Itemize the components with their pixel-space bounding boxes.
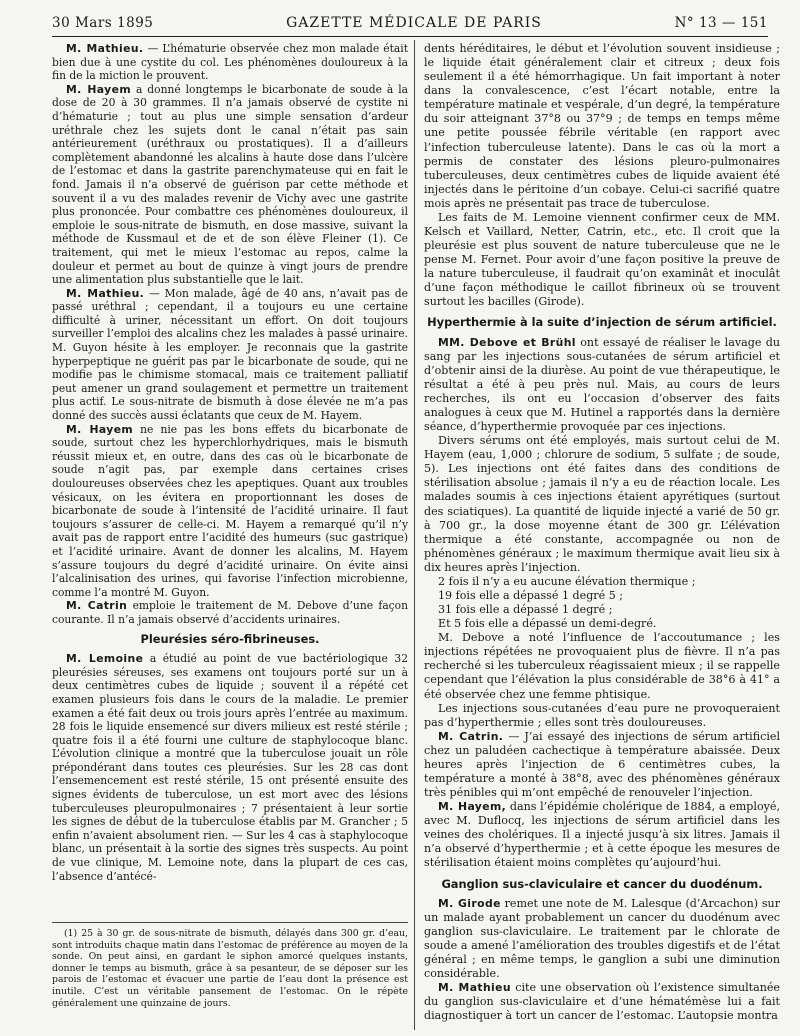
paragraph-text: — L’hématurie observée chez mon malade était bien due à une cystite du col. Les phénomènes douloureux à la fin de la miction le prouvent. bbox=[52, 42, 408, 83]
paragraph bbox=[52, 83, 408, 287]
list-line bbox=[424, 603, 780, 617]
left-column bbox=[52, 42, 408, 916]
paragraph-text: — J’ai essayé des injections de sérum artificiel chez un paludéen cachectique à température abaissée. Deux heures après l’injection de 6 centimètres cubes, la température a monté à 38°8, avec des phénomènes généraux très pénibles qui m’ont empêché de renouveler l’injection. bbox=[424, 729, 780, 800]
paragraph bbox=[424, 981, 780, 1023]
paragraph-text: Et 5 fois elle a dépassé un demi-degré. bbox=[438, 617, 657, 631]
section-heading: Ganglion sus-claviculaire et cancer du duodénum. bbox=[441, 876, 763, 891]
continued-paragraph bbox=[424, 42, 780, 211]
paragraph bbox=[52, 423, 408, 600]
right-column bbox=[424, 42, 780, 1032]
paragraph-text: 31 fois elle a dépassé 1 degré ; bbox=[438, 603, 613, 617]
paragraph-text: M. Debove a noté l’influence de l’accoutumance ; les injections répétées ne provoquaient plus de fièvre. Il n’a pas recherché si les tuberculeux réagissaient mieux ; il se rappelle cependant que l’élévation la plus considérable de 38°6 à 41° a été observée chez une femme phtisique. bbox=[424, 631, 780, 701]
paragraph-text: Divers sérums ont été employés, mais surtout celui de M. Hayem (eau, 1,000 ; chlorure de sodium, 5 sulfate ; de soude, 5). Les injections ont été faites dans des conditions de stérilisation absolue ; jamais il n’y a eu de réaction locale. Les malades soumis à ces injections étaient apyrétiques (surtout des sciatiques). La quantité de liquide injecté a varié de 50 gr. à 700 gr., la dose moyenne étant de 300 gr. L’élévation thermique a été constante, accompagnée ou non de phénomènes généraux ; le maximum thermique avait lieu six à dix heures après l’injection. bbox=[424, 434, 780, 574]
page-header bbox=[52, 10, 768, 37]
paragraph bbox=[424, 730, 780, 800]
list-line bbox=[424, 575, 780, 589]
paragraph-text: emploie le traitement de M. Debove d’une façon courante. Il n’a jamais observé d’accidents urinaires. bbox=[52, 599, 408, 626]
speaker-name: M. Mathieu. bbox=[66, 42, 144, 55]
column-divider bbox=[414, 40, 415, 1030]
paragraph-text: — Mon malade, âgé de 40 ans, n’avait pas de passé uréthral ; cependant, il a toujours eu une certaine difficulté à uriner, nécessitant un effort. On doit toujours surveiller l’emploi des alcalins chez les malades à passé urinaire. M. Guyon hésite à les employer. Je reconnais que la gastrite hyperpeptique ne guérit pas par le bicarbonate de soude, qui ne modifie pas le chimisme stomacal, mais ce traitement palliatif peut amener un grand soulagement et permettre un traitement plus actif. Le sous-nitrate de bismuth à dose élevée ne m’a pas donné des succès aussi éclatants que ceux de M. Hayem. bbox=[52, 286, 408, 423]
paragraph bbox=[424, 702, 780, 730]
speaker-name: M. Hayem, bbox=[438, 800, 507, 814]
speaker-name: M. Catrin. bbox=[438, 729, 504, 743]
paragraph-text: dents héréditaires, le début et l’évolution souvent insidieuse ; le liquide était généralement clair et citreux ; deux fois seulement il a été hémorrhagique. Un fait important à noter dans la convalescence, c’est l’écart notable, entre la température matinale et vespérale, d’un degré, la température du soir atteignant 37°8 ou 37°9 ; de temps en temps même une petite poussée fébrile véritable (en rapport avec l’infection tuberculeuse latente). Dans le cas où la mort a permis de constater des lésions pleuro-pulmonaires tuberculeuses, deux centimètres cubes de liquide avaient été injectés dans le péritoine d’un cobaye. Celui-ci sacrifié quatre mois après ne présentait pas trace de tuberculose. bbox=[424, 42, 780, 210]
speaker-name: M. Catrin bbox=[66, 599, 128, 613]
list-line bbox=[424, 589, 780, 603]
page-number: N° 13 — 151 bbox=[674, 15, 768, 31]
section-heading: Hyperthermie à la suite d’injection de sérum artificiel. bbox=[427, 315, 777, 330]
paragraph-text: Les injections sous-cutanées d’eau pure ne provoqueraient pas d’hyperthermie ; elles sont très douloureuses. bbox=[424, 701, 780, 729]
speaker-name: M. Girode bbox=[438, 896, 501, 910]
speaker-name: M. Lemoine bbox=[66, 652, 144, 666]
journal-title: GAZETTE MÉDICALE DE PARIS bbox=[286, 15, 542, 31]
paragraph-text: Les faits de M. Lemoine viennent confirmer ceux de MM. Kelsch et Vaillard, Netter, Catrin, etc., etc. Il croit que la pleurésie est plus souvent de nature tuberculeuse que ne le pense M. Fernet. Pour avoir d’une façon positive la preuve de la nature tuberculeuse, il faudrait qu’on examinât et inoculât d’une façon méthodique le caillot fibrineux où se trouvent surtout les bacilles (Girode). bbox=[424, 210, 780, 309]
paragraph-text: 2 fois il n’y a eu aucune élévation thermique ; bbox=[438, 574, 696, 588]
paragraph-text: 19 fois elle a dépassé 1 degré 5 ; bbox=[438, 588, 624, 602]
paragraph bbox=[424, 800, 780, 870]
paragraph bbox=[52, 599, 408, 626]
paragraph bbox=[52, 287, 408, 423]
footnote bbox=[52, 928, 408, 1009]
paragraph-text: remet une note de M. Lalesque (d’Arcachon) sur un malade ayant probablement un cancer du duodénum avec ganglion sus-claviculaire. Le traitement par le chlorate de soude a amené l’amélioration des troubles digestifs et de l’état général ; en même temps, le ganglion a subi une diminution considérable. bbox=[424, 896, 780, 980]
paragraph bbox=[424, 897, 780, 981]
paragraph-text: cite une observation où l’existence simultanée du ganglion sus-claviculaire et d’une hématémèse lui a fait diagnostiquer à tort un cancer de l’estomac. L’autopsie montra bbox=[424, 981, 780, 1023]
paragraph bbox=[424, 631, 780, 701]
speaker-name: M. Mathieu bbox=[438, 981, 511, 995]
list-line bbox=[424, 617, 780, 631]
paragraph bbox=[424, 434, 780, 575]
paragraph bbox=[52, 42, 408, 83]
paragraph bbox=[424, 211, 780, 310]
paragraph bbox=[52, 652, 408, 883]
speaker-name: M. Mathieu. bbox=[66, 286, 145, 300]
paragraph-text: dans l’épidémie cholérique de 1884, a employé, avec M. Duflocq, les injections de sérum artificiel dans les veines des cholériques. Il a injecté jusqu’à six litres. Jamais il n’a observé d’hyperthermie ; et à cette époque les mesures de stérilisation étaient moins complètes qu’aujourd’hui. bbox=[424, 800, 780, 870]
speaker-name: M. Hayem bbox=[66, 82, 131, 96]
paragraph bbox=[424, 336, 780, 435]
section-heading: Pleurésies séro-fibrineuses. bbox=[140, 631, 320, 646]
paragraph-text: ont essayé de réaliser le lavage du sang par les injections sous-cutanées de sérum artificiel et d’obtenir ainsi de la diurèse. Au point de vue thérapeutique, le résultat a été à peu près nul. Mais, au cours de leurs recherches, ils ont eu l’occasion d’observer des faits analogues à ceux que M. Hutinel a rapportés dans la dernière séance, d’hyperthermie provoquée par ces injections. bbox=[424, 335, 780, 434]
footnote-text: (1) 25 à 30 gr. de sous-nitrate de bismuth, délayés dans 300 gr. d’eau, sont introduits chaque matin dans l’estomac de préférence au moyen de la sonde. On peut ainsi, en gardant le siphon amorcé quelques instants, donner le temps au bismuth, grâce à sa pesanteur, de se déposer sur les parois de l’estomac et évacuer une partie de l’eau dont la présence est inutile. C’est un véritable pansement de l’estomac. On le répète généralement une quinzaine de jours. bbox=[52, 928, 408, 1009]
footnote-rule bbox=[52, 922, 408, 923]
speaker-name: M. Hayem bbox=[66, 422, 134, 436]
header-date: 30 Mars 1895 bbox=[52, 15, 154, 31]
speaker-name: MM. Debove et Brühl bbox=[438, 335, 576, 349]
paragraph-text: ne nie pas les bons effets du bicarbonate de soude, surtout chez les hyperchlorhydriques, mais le bismuth réussit mieux et, en outre, dans des cas où le bicarbonate de soude n’agit pas, par exemple dans certaines crises douloureuses observées chez les apeptiques. Quant aux troubles vésicaux, on les évitera en proportionnant les doses de bicarbonate de soude à l’intensité de l’acidité urinaire. Il faut toujours s’assurer de celle-ci. M. Hayem a remarqué qu’il n’y avait pas de rapport entre l’acidité des humeurs (suc gastrique) et l’acidité urinaire. Avant de donner les alcalins, M. Hayem s’assure toujours du degré d’acidité urinaire. On évite ainsi l’alcalinisation des urines, qui favorise l’infection microbienne, comme l’a montré M. Guyon. bbox=[52, 422, 408, 599]
paragraph-text: a étudié au point de vue bactériologique 32 pleurésies séreuses, ses examens ont toujours porté sur un à deux centimètres cubes de liquide ; souvent il a répété cet examen plusieurs fois dans le cours de la maladie. Le premier examen a été fait deux ou trois jours après l’entrée au maximum. 28 fois le liquide ensemencé sur divers milieux est resté stérile ; quatre fois il a été fourni une culture de staphylocoque blanc. L’évolution clinique a montré que la tuberculose jouait un rôle prépondérant dans toutes ces pleurésies. Sur les 28 cas dont l’ensemencement est resté stérile, 15 ont présenté ensuite des signes évidents de tuberculose, un est mort avec des lésions tuberculeuses pleuropulmonaires ; 7 présentaient à leur sortie les signes de début de la tuberculose établis par M. Grancher ; 5 enfin n’avaient absolument rien. — Sur les 4 cas à staphylocoque blanc, un présentait à la sortie des signes très suspects. Au point de vue clinique, M. Lemoine note, dans la plupart de ces cas, l’absence d’antécé- bbox=[52, 652, 408, 883]
paragraph-text: a donné longtemps le bicarbonate de soude à la dose de 20 à 30 grammes. Il n’a jamais observé de cystite ni d’hématurie ; tout au plus une simple sensation d’ardeur uréthrale chez les sujets dont le canal n’était pas sain antérieurement (uréthraux ou prostatiques). Il a d’ailleurs complètement abandonné les alcalins à haute dose dans l’ulcère de l’estomac et dans la gastrite parenchymateuse qui en fait le fond. Jamais il n’a observé de guérison par cette méthode et souvent il a vu des malades revenir de Vichy avec une gastrite plus prononcée. Pour combattre ces phénomènes douloureux, il emploie le sous-nitrate de bismuth, en dose massive, suivant la méthode de Kussmaul et de et de son élève Fleiner (1). Ce traitement, qui met le mieux l’estomac au repos, calme la douleur et permet au bout de quinze à vingt jours de prendre une alimentation plus substantielle que le lait. bbox=[52, 82, 408, 287]
